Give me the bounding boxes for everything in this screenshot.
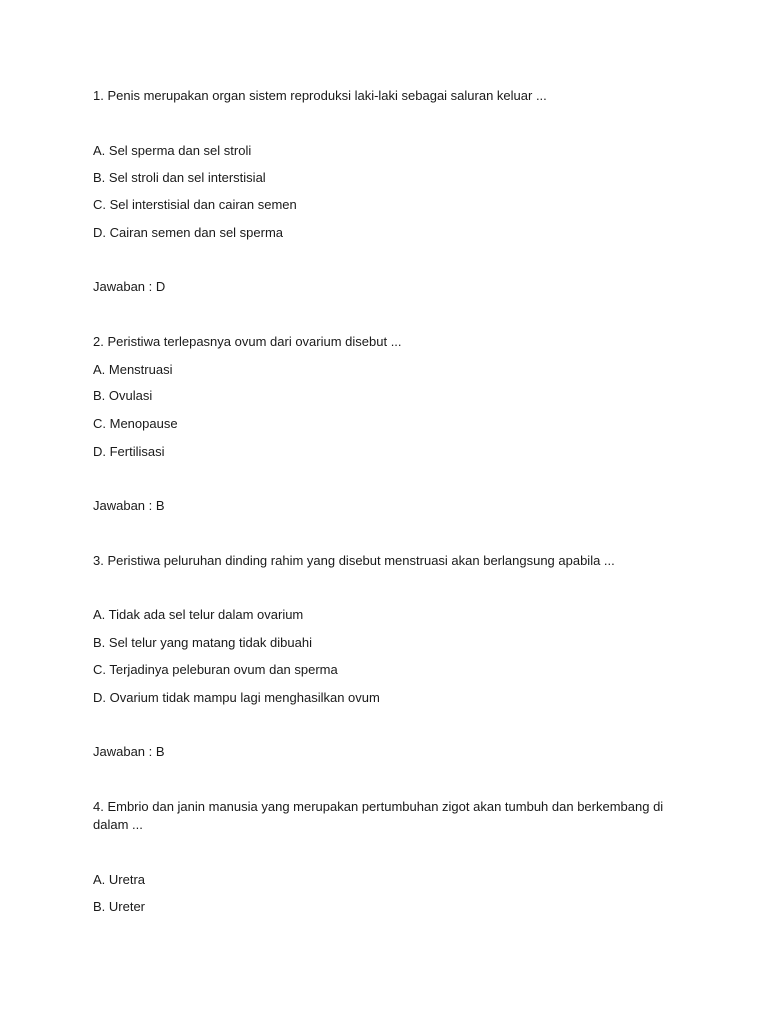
question-1-option-a: A. Sel sperma dan sel stroli [93,143,252,158]
question-1-option-c: C. Sel interstisial dan cairan semen [93,197,297,212]
question-1-option-d: D. Cairan semen dan sel sperma [93,225,284,240]
question-1-text: 1. Penis merupakan organ sistem reproduksi laki-laki sebagai saluran keluar ... [93,88,547,103]
question-3-answer: Jawaban : B [93,744,165,759]
question-4-text: 4. Embrio dan janin manusia yang merupakan pertumbuhan zigot akan tumbuh dan berkembang di dalam ... [93,799,664,832]
question-2-option-d: D. Fertilisasi [93,444,165,459]
question-3-option-d: D. Ovarium tidak mampu lagi menghasilkan ovum [93,690,380,705]
question-2-option-b: B. Ovulasi [93,388,153,403]
question-3-text: 3. Peristiwa peluruhan dinding rahim yang disebut menstruasi akan berlangsung apabila ... [93,553,615,568]
question-4-option-b: B. Ureter [93,899,146,914]
question-2-text: 2. Peristiwa terlepasnya ovum dari ovarium disebut ... [93,334,402,349]
question-2-option-a: A. Menstruasi [93,362,173,377]
question-2-answer: Jawaban : B [93,498,165,513]
question-4-option-a: A. Uretra [93,872,146,887]
question-1-option-b: B. Sel stroli dan sel interstisial [93,170,266,185]
question-2-option-c: C. Menopause [93,416,178,431]
question-3-option-b: B. Sel telur yang matang tidak dibuahi [93,635,312,650]
question-3-option-c: C. Terjadinya peleburan ovum dan sperma [93,662,338,677]
question-1-answer: Jawaban : D [93,279,166,294]
question-3-option-a: A. Tidak ada sel telur dalam ovarium [93,607,304,622]
